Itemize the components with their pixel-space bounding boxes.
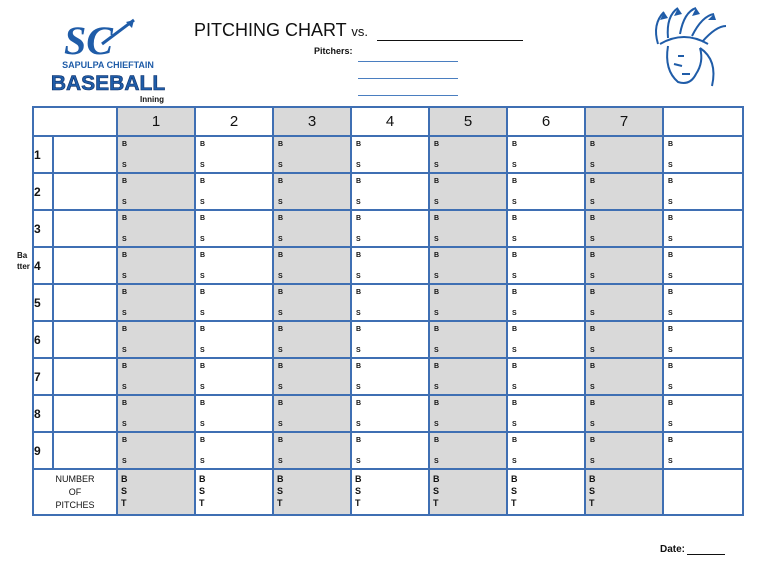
pitch-cell[interactable]	[117, 173, 195, 210]
balls-label: B	[122, 363, 128, 370]
balls-label: B	[356, 363, 362, 370]
balls-label: B	[278, 437, 284, 444]
strikes-label: S	[590, 162, 595, 169]
pitch-cell[interactable]	[429, 395, 507, 432]
inning-header-2: 2	[195, 107, 273, 136]
balls-label: B	[278, 289, 284, 296]
balls-label: B	[590, 400, 596, 407]
pitch-cell[interactable]	[273, 210, 351, 247]
strikes-label: S	[278, 273, 283, 280]
pitch-cell[interactable]	[117, 395, 195, 432]
strikes-label: S	[434, 347, 439, 354]
balls-label: B	[668, 252, 674, 259]
strikes-label: S	[512, 458, 517, 465]
pitcher-line-2	[358, 78, 458, 79]
balls-label: B	[434, 178, 440, 185]
pitch-cell[interactable]	[273, 136, 351, 173]
strikes-label: S	[200, 236, 205, 243]
sapulpa-chieftain-baseball-logo	[44, 14, 172, 98]
pitch-cell[interactable]	[663, 321, 743, 358]
pitch-cell[interactable]	[351, 284, 429, 321]
balls-label: B	[668, 215, 674, 222]
pitch-cell[interactable]	[117, 358, 195, 395]
strikes-label: S	[434, 310, 439, 317]
pitch-cell[interactable]	[429, 321, 507, 358]
balls-label: B	[278, 363, 284, 370]
balls-label: B	[356, 289, 362, 296]
balls-label: B	[200, 326, 206, 333]
balls-label: B	[122, 178, 128, 185]
pitch-cell[interactable]	[117, 247, 195, 284]
pitch-cell[interactable]	[351, 173, 429, 210]
batter-number: 2	[33, 173, 53, 210]
strikes-label: S	[122, 310, 127, 317]
pitch-cell[interactable]	[663, 432, 743, 469]
strikes-label: S	[278, 384, 283, 391]
balls-label: B	[512, 141, 518, 148]
batter-number: 3	[33, 210, 53, 247]
batter-name-cell[interactable]	[53, 395, 117, 432]
pitchers-label: Pitchers:	[314, 46, 353, 56]
inning-header-row	[33, 107, 743, 136]
pitch-total-cell[interactable]	[507, 469, 585, 515]
balls-label: B	[668, 437, 674, 444]
strikes-label: S	[512, 199, 517, 206]
balls-label: B	[200, 178, 206, 185]
pitch-cell[interactable]	[429, 432, 507, 469]
balls-label: B	[590, 289, 596, 296]
pitching-grid	[32, 106, 744, 516]
strikes-label: S	[590, 458, 595, 465]
strikes-label: S	[512, 347, 517, 354]
pitch-total-cell[interactable]	[273, 469, 351, 515]
balls-label: B	[590, 326, 596, 333]
pitch-cell[interactable]	[117, 284, 195, 321]
batter-name-cell[interactable]	[53, 136, 117, 173]
strikes-label: S	[512, 310, 517, 317]
strikes-label: S	[668, 162, 673, 169]
pitch-cell[interactable]	[585, 136, 663, 173]
balls-label: B	[200, 363, 206, 370]
balls-label: B	[278, 326, 284, 333]
balls-label: B	[122, 437, 128, 444]
batter-name-cell[interactable]	[53, 173, 117, 210]
balls-label: B	[356, 326, 362, 333]
strikes-label: S	[590, 273, 595, 280]
pitch-cell[interactable]	[351, 395, 429, 432]
batter-number: 1	[33, 136, 53, 173]
balls-label: B	[278, 141, 284, 148]
inning-header-8	[663, 107, 743, 136]
balls-label: B	[668, 400, 674, 407]
strikes-label: S	[590, 199, 595, 206]
inning-header-7: 7	[585, 107, 663, 136]
strikes-label: S	[122, 384, 127, 391]
pitch-cell[interactable]	[663, 247, 743, 284]
pitch-total-cell[interactable]	[663, 469, 743, 515]
batter-number: 7	[33, 358, 53, 395]
pitch-cell[interactable]	[351, 358, 429, 395]
pitch-cell[interactable]	[273, 432, 351, 469]
batter-number: 8	[33, 395, 53, 432]
batter-row	[33, 247, 743, 284]
balls-label: B	[590, 141, 596, 148]
pitch-cell[interactable]	[351, 136, 429, 173]
strikes-label: S	[512, 273, 517, 280]
balls-label: B	[434, 215, 440, 222]
strikes-label: S	[590, 421, 595, 428]
pitch-cell[interactable]	[507, 173, 585, 210]
balls-label: B	[434, 326, 440, 333]
balls-label: B	[434, 363, 440, 370]
strikes-label: S	[356, 384, 361, 391]
pitch-cell[interactable]	[507, 210, 585, 247]
strikes-label: S	[278, 310, 283, 317]
bst-codes: B S T	[199, 474, 206, 508]
pitch-cell[interactable]	[195, 321, 273, 358]
strikes-label: S	[668, 199, 673, 206]
strikes-label: S	[200, 273, 205, 280]
pitch-cell[interactable]	[663, 284, 743, 321]
strikes-label: S	[122, 347, 127, 354]
pitch-total-cell[interactable]	[195, 469, 273, 515]
strikes-label: S	[122, 236, 127, 243]
logo-script-text: SC	[64, 18, 113, 63]
balls-label: B	[668, 326, 674, 333]
balls-label: B	[356, 400, 362, 407]
pitch-total-cell[interactable]	[585, 469, 663, 515]
pitch-cell[interactable]	[195, 358, 273, 395]
strikes-label: S	[356, 458, 361, 465]
pitch-cell[interactable]	[663, 173, 743, 210]
pitch-total-cell[interactable]	[351, 469, 429, 515]
balls-label: B	[200, 400, 206, 407]
pitch-cell[interactable]	[117, 210, 195, 247]
pitch-cell[interactable]	[429, 247, 507, 284]
strikes-label: S	[278, 347, 283, 354]
strikes-label: S	[434, 458, 439, 465]
balls-label: B	[512, 363, 518, 370]
pitch-cell[interactable]	[507, 247, 585, 284]
balls-label: B	[200, 252, 206, 259]
batter-row	[33, 173, 743, 210]
pitch-cell[interactable]	[117, 321, 195, 358]
strikes-label: S	[434, 384, 439, 391]
opponent-blank	[377, 24, 523, 41]
batter-name-cell[interactable]	[53, 247, 117, 284]
balls-label: B	[356, 141, 362, 148]
pitch-cell[interactable]	[507, 358, 585, 395]
strikes-label: S	[590, 347, 595, 354]
strikes-label: S	[200, 199, 205, 206]
pitch-cell[interactable]	[351, 210, 429, 247]
pitcher-line-1	[358, 61, 458, 62]
inning-header-4: 4	[351, 107, 429, 136]
number-of-pitches-label: NUMBER OF PITCHES	[33, 469, 117, 515]
date-field: Date:	[660, 544, 725, 555]
balls-label: B	[200, 215, 206, 222]
pitch-cell[interactable]	[663, 136, 743, 173]
balls-label: B	[200, 437, 206, 444]
balls-label: B	[278, 252, 284, 259]
strikes-label: S	[434, 162, 439, 169]
pitch-cell[interactable]	[663, 395, 743, 432]
pitcher-line-3	[358, 95, 458, 96]
balls-label: B	[122, 326, 128, 333]
inning-label: Inning	[140, 95, 164, 104]
strikes-label: S	[278, 162, 283, 169]
pitch-cell[interactable]	[663, 358, 743, 395]
strikes-label: S	[356, 236, 361, 243]
batter-name-cell[interactable]	[53, 358, 117, 395]
balls-label: B	[122, 400, 128, 407]
strikes-label: S	[356, 273, 361, 280]
corner-cell	[33, 107, 117, 136]
strikes-label: S	[590, 310, 595, 317]
strikes-label: S	[356, 199, 361, 206]
strikes-label: S	[356, 347, 361, 354]
pitch-cell[interactable]	[507, 284, 585, 321]
logo-arc-text: SAPULPA CHIEFTAIN	[62, 60, 154, 70]
pitch-cell[interactable]	[585, 284, 663, 321]
inning-header-3: 3	[273, 107, 351, 136]
pitch-cell[interactable]	[585, 173, 663, 210]
strikes-label: S	[434, 236, 439, 243]
pitch-cell[interactable]	[273, 395, 351, 432]
balls-label: B	[590, 437, 596, 444]
balls-label: B	[668, 363, 674, 370]
balls-label: B	[512, 437, 518, 444]
logo-word-text: BASEBALL	[50, 72, 166, 95]
strikes-label: S	[200, 162, 205, 169]
balls-label: B	[590, 215, 596, 222]
strikes-label: S	[356, 421, 361, 428]
batter-label: Ba tter	[17, 251, 30, 271]
strikes-label: S	[512, 384, 517, 391]
balls-label: B	[200, 289, 206, 296]
balls-label: B	[200, 141, 206, 148]
strikes-label: S	[512, 162, 517, 169]
balls-label: B	[590, 252, 596, 259]
inning-header-5: 5	[429, 107, 507, 136]
strikes-label: S	[668, 347, 673, 354]
strikes-label: S	[200, 384, 205, 391]
bst-codes: B S T	[511, 474, 518, 508]
batter-row	[33, 210, 743, 247]
pitch-cell[interactable]	[585, 321, 663, 358]
balls-label: B	[434, 141, 440, 148]
pitch-total-cell[interactable]	[117, 469, 195, 515]
strikes-label: S	[512, 421, 517, 428]
strikes-label: S	[122, 421, 127, 428]
balls-label: B	[278, 178, 284, 185]
balls-label: B	[278, 215, 284, 222]
balls-label: B	[122, 252, 128, 259]
strikes-label: S	[200, 458, 205, 465]
strikes-label: S	[668, 310, 673, 317]
chief-head-logo	[638, 4, 730, 90]
pitch-cell[interactable]	[507, 136, 585, 173]
chart-title: PITCHING CHART vs.	[194, 20, 523, 41]
batter-name-cell[interactable]	[53, 284, 117, 321]
balls-label: B	[512, 326, 518, 333]
pitch-total-cell[interactable]	[429, 469, 507, 515]
pitch-cell[interactable]	[585, 432, 663, 469]
strikes-label: S	[278, 199, 283, 206]
bst-codes: B S T	[589, 474, 596, 508]
pitch-cell[interactable]	[195, 432, 273, 469]
strikes-label: S	[512, 236, 517, 243]
balls-label: B	[512, 252, 518, 259]
strikes-label: S	[122, 273, 127, 280]
batter-name-cell[interactable]	[53, 321, 117, 358]
pitch-cell[interactable]	[663, 210, 743, 247]
balls-label: B	[356, 215, 362, 222]
pitch-cell[interactable]	[195, 247, 273, 284]
pitch-cell[interactable]	[429, 136, 507, 173]
balls-label: B	[512, 178, 518, 185]
strikes-label: S	[668, 273, 673, 280]
bst-codes: B S T	[355, 474, 362, 508]
pitch-cell[interactable]	[195, 395, 273, 432]
pitch-cell[interactable]	[351, 321, 429, 358]
strikes-label: S	[668, 421, 673, 428]
pitch-cell[interactable]	[273, 247, 351, 284]
balls-label: B	[434, 437, 440, 444]
pitch-cell[interactable]	[585, 247, 663, 284]
pitch-cell[interactable]	[351, 247, 429, 284]
strikes-label: S	[200, 421, 205, 428]
strikes-label: S	[668, 384, 673, 391]
balls-label: B	[434, 400, 440, 407]
pitch-cell[interactable]	[195, 136, 273, 173]
pitch-cell[interactable]	[195, 173, 273, 210]
balls-label: B	[434, 289, 440, 296]
batter-number: 9	[33, 432, 53, 469]
balls-label: B	[512, 215, 518, 222]
bst-codes: B S T	[433, 474, 440, 508]
balls-label: B	[512, 289, 518, 296]
batter-row	[33, 321, 743, 358]
batter-number: 4	[33, 247, 53, 284]
strikes-label: S	[200, 310, 205, 317]
pitch-cell[interactable]	[429, 358, 507, 395]
pitch-cell[interactable]	[195, 284, 273, 321]
pitch-cell[interactable]	[507, 395, 585, 432]
pitch-cell[interactable]	[585, 358, 663, 395]
pitch-cell[interactable]	[429, 173, 507, 210]
batter-number: 5	[33, 284, 53, 321]
batter-row	[33, 284, 743, 321]
balls-label: B	[122, 289, 128, 296]
balls-label: B	[122, 215, 128, 222]
strikes-label: S	[590, 384, 595, 391]
pitch-cell[interactable]	[351, 432, 429, 469]
bst-codes: B S T	[121, 474, 128, 508]
pitch-cell[interactable]	[195, 210, 273, 247]
pitch-cell[interactable]	[429, 210, 507, 247]
strikes-label: S	[356, 310, 361, 317]
strikes-label: S	[278, 421, 283, 428]
batter-row	[33, 136, 743, 173]
balls-label: B	[356, 178, 362, 185]
vs-label: vs.	[351, 24, 368, 39]
pitch-cell[interactable]	[273, 358, 351, 395]
totals-row	[33, 469, 743, 515]
balls-label: B	[590, 178, 596, 185]
balls-label: B	[122, 141, 128, 148]
batter-row	[33, 358, 743, 395]
batter-row	[33, 395, 743, 432]
strikes-label: S	[434, 273, 439, 280]
pitch-cell[interactable]	[117, 432, 195, 469]
balls-label: B	[590, 363, 596, 370]
pitch-cell[interactable]	[273, 284, 351, 321]
strikes-label: S	[434, 199, 439, 206]
strikes-label: S	[668, 236, 673, 243]
strikes-label: S	[434, 421, 439, 428]
balls-label: B	[668, 178, 674, 185]
batter-name-cell[interactable]	[53, 432, 117, 469]
inning-header-1: 1	[117, 107, 195, 136]
balls-label: B	[356, 252, 362, 259]
balls-label: B	[668, 141, 674, 148]
pitch-cell[interactable]	[585, 395, 663, 432]
pitch-cell[interactable]	[273, 321, 351, 358]
balls-label: B	[512, 400, 518, 407]
balls-label: B	[278, 400, 284, 407]
strikes-label: S	[122, 458, 127, 465]
strikes-label: S	[356, 162, 361, 169]
batter-row	[33, 432, 743, 469]
inning-header-6: 6	[507, 107, 585, 136]
pitch-cell[interactable]	[273, 173, 351, 210]
strikes-label: S	[590, 236, 595, 243]
strikes-label: S	[122, 162, 127, 169]
pitch-cell[interactable]	[585, 210, 663, 247]
pitch-cell[interactable]	[507, 432, 585, 469]
pitch-cell[interactable]	[507, 321, 585, 358]
pitch-cell[interactable]	[429, 284, 507, 321]
pitch-cell[interactable]	[117, 136, 195, 173]
batter-number: 6	[33, 321, 53, 358]
balls-label: B	[434, 252, 440, 259]
balls-label: B	[668, 289, 674, 296]
strikes-label: S	[122, 199, 127, 206]
bst-codes: B S T	[277, 474, 284, 508]
strikes-label: S	[278, 236, 283, 243]
balls-label: B	[356, 437, 362, 444]
strikes-label: S	[668, 458, 673, 465]
strikes-label: S	[200, 347, 205, 354]
strikes-label: S	[278, 458, 283, 465]
batter-name-cell[interactable]	[53, 210, 117, 247]
